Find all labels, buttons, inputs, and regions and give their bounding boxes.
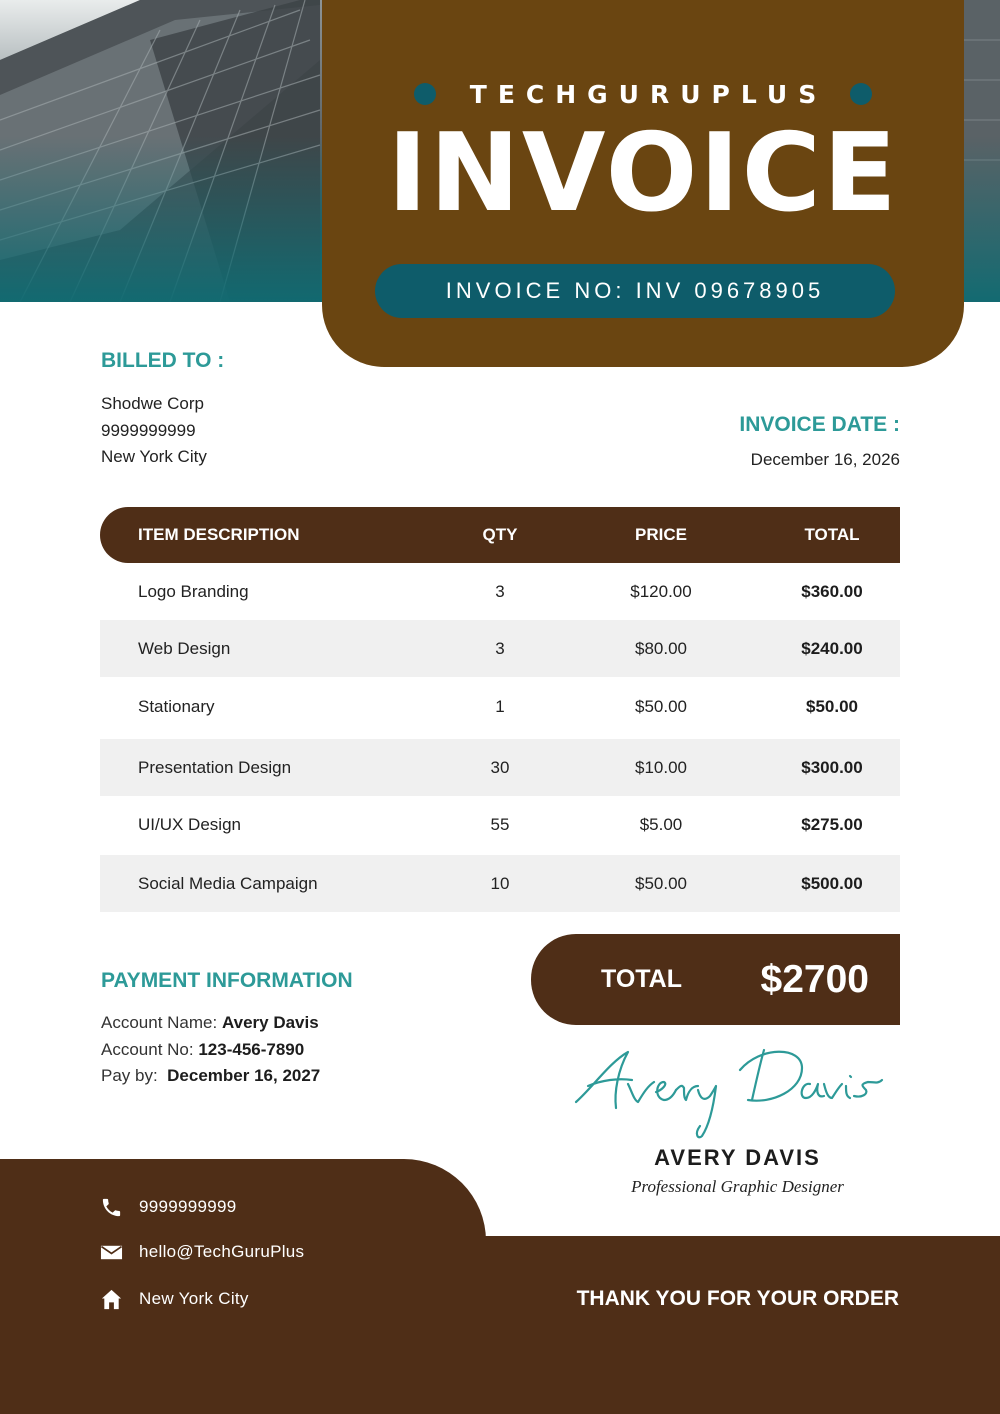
account-name-label: Account Name: [101, 1013, 218, 1032]
billed-to-phone: 9999999999 [101, 420, 196, 440]
row-description: Presentation Design [138, 758, 292, 777]
signatory-role: Professional Graphic Designer [631, 1177, 844, 1196]
account-name-value: Avery Davis [221, 1013, 319, 1032]
account-no-value: 123-456-7890 [198, 1039, 305, 1059]
billed-to-heading: BILLED TO : [101, 349, 225, 372]
brand-name: TECHGURUPLUS [469, 79, 828, 109]
grand-total-pill [531, 934, 900, 1025]
table-row [100, 739, 900, 796]
invoice-number-pill: INVOICE NO: INV 09678905 [375, 264, 895, 318]
row-price: $80.00 [635, 639, 687, 658]
row-total: $360.00 [801, 582, 863, 601]
account-no-line [101, 1037, 320, 1064]
table-header [100, 507, 900, 563]
footer-city-text: New York City [139, 1289, 249, 1308]
row-total: $500.00 [801, 874, 863, 893]
row-qty: 55 [490, 815, 510, 834]
brand-dot-right [850, 83, 872, 105]
row-total: $275.00 [801, 815, 863, 834]
row-price: $5.00 [639, 815, 683, 834]
signatory-name: AVERY DAVIS [654, 1145, 821, 1170]
billed-to-details [101, 391, 207, 471]
table-row [100, 796, 900, 853]
invoice-date-heading: INVOICE DATE : [739, 413, 900, 436]
row-qty: 1 [495, 697, 505, 716]
pay-by-value: December 16, 2027 [167, 1066, 321, 1085]
row-description: Stationary [138, 697, 215, 716]
row-price: $120.00 [630, 582, 692, 601]
header-total: TOTAL [804, 525, 860, 544]
row-total: $300.00 [801, 758, 863, 777]
footer-email-text: hello@TechGuruPlus [139, 1242, 305, 1261]
brand-dot-left [414, 83, 436, 105]
header-item-description: ITEM DESCRIPTION [138, 525, 300, 544]
billed-to-city: New York City [101, 447, 207, 466]
row-price: $50.00 [635, 697, 687, 716]
row-qty: 30 [490, 758, 510, 777]
footer-email [100, 1239, 304, 1265]
grand-total-label: TOTAL [601, 965, 683, 993]
row-qty: 3 [495, 639, 505, 658]
row-qty: 10 [490, 874, 510, 893]
row-description: Logo Branding [138, 582, 249, 601]
table-row [100, 678, 900, 735]
handwritten-signature [570, 1040, 890, 1145]
invoice-date-value: December 16, 2026 [750, 450, 900, 469]
payment-details [101, 1010, 320, 1090]
footer-phone [100, 1194, 237, 1220]
footer-city [100, 1286, 249, 1312]
payment-heading: PAYMENT INFORMATION [101, 969, 353, 992]
row-total: $50.00 [806, 697, 858, 716]
mail-icon [100, 1241, 123, 1264]
home-icon [100, 1288, 123, 1311]
header-price: PRICE [635, 525, 687, 544]
row-description: UI/UX Design [138, 815, 241, 834]
account-name-line [101, 1010, 320, 1037]
brand-row [322, 78, 964, 110]
row-price: $50.00 [635, 874, 687, 893]
account-no-label: Account No: [101, 1039, 194, 1059]
table-row [100, 620, 900, 677]
row-description: Web Design [138, 639, 231, 658]
invoice-banner [322, 0, 964, 367]
grand-total-value: $2700 [760, 958, 869, 1001]
invoice-title: INVOICE [387, 111, 899, 236]
row-total: $240.00 [801, 639, 863, 658]
pay-by-line [101, 1063, 320, 1090]
billed-to-name: Shodwe Corp [101, 394, 205, 413]
header-qty: QTY [482, 525, 518, 544]
footer-phone-text: 9999999999 [139, 1197, 237, 1216]
row-description: Social Media Campaign [138, 874, 318, 893]
phone-icon [100, 1196, 123, 1219]
table-row [100, 855, 900, 912]
table-row [100, 563, 900, 620]
row-price: $10.00 [635, 758, 687, 777]
thank-you-message: THANK YOU FOR YOUR ORDER [576, 1287, 899, 1310]
row-qty: 3 [495, 582, 505, 601]
pay-by-label: Pay by: [101, 1066, 158, 1085]
